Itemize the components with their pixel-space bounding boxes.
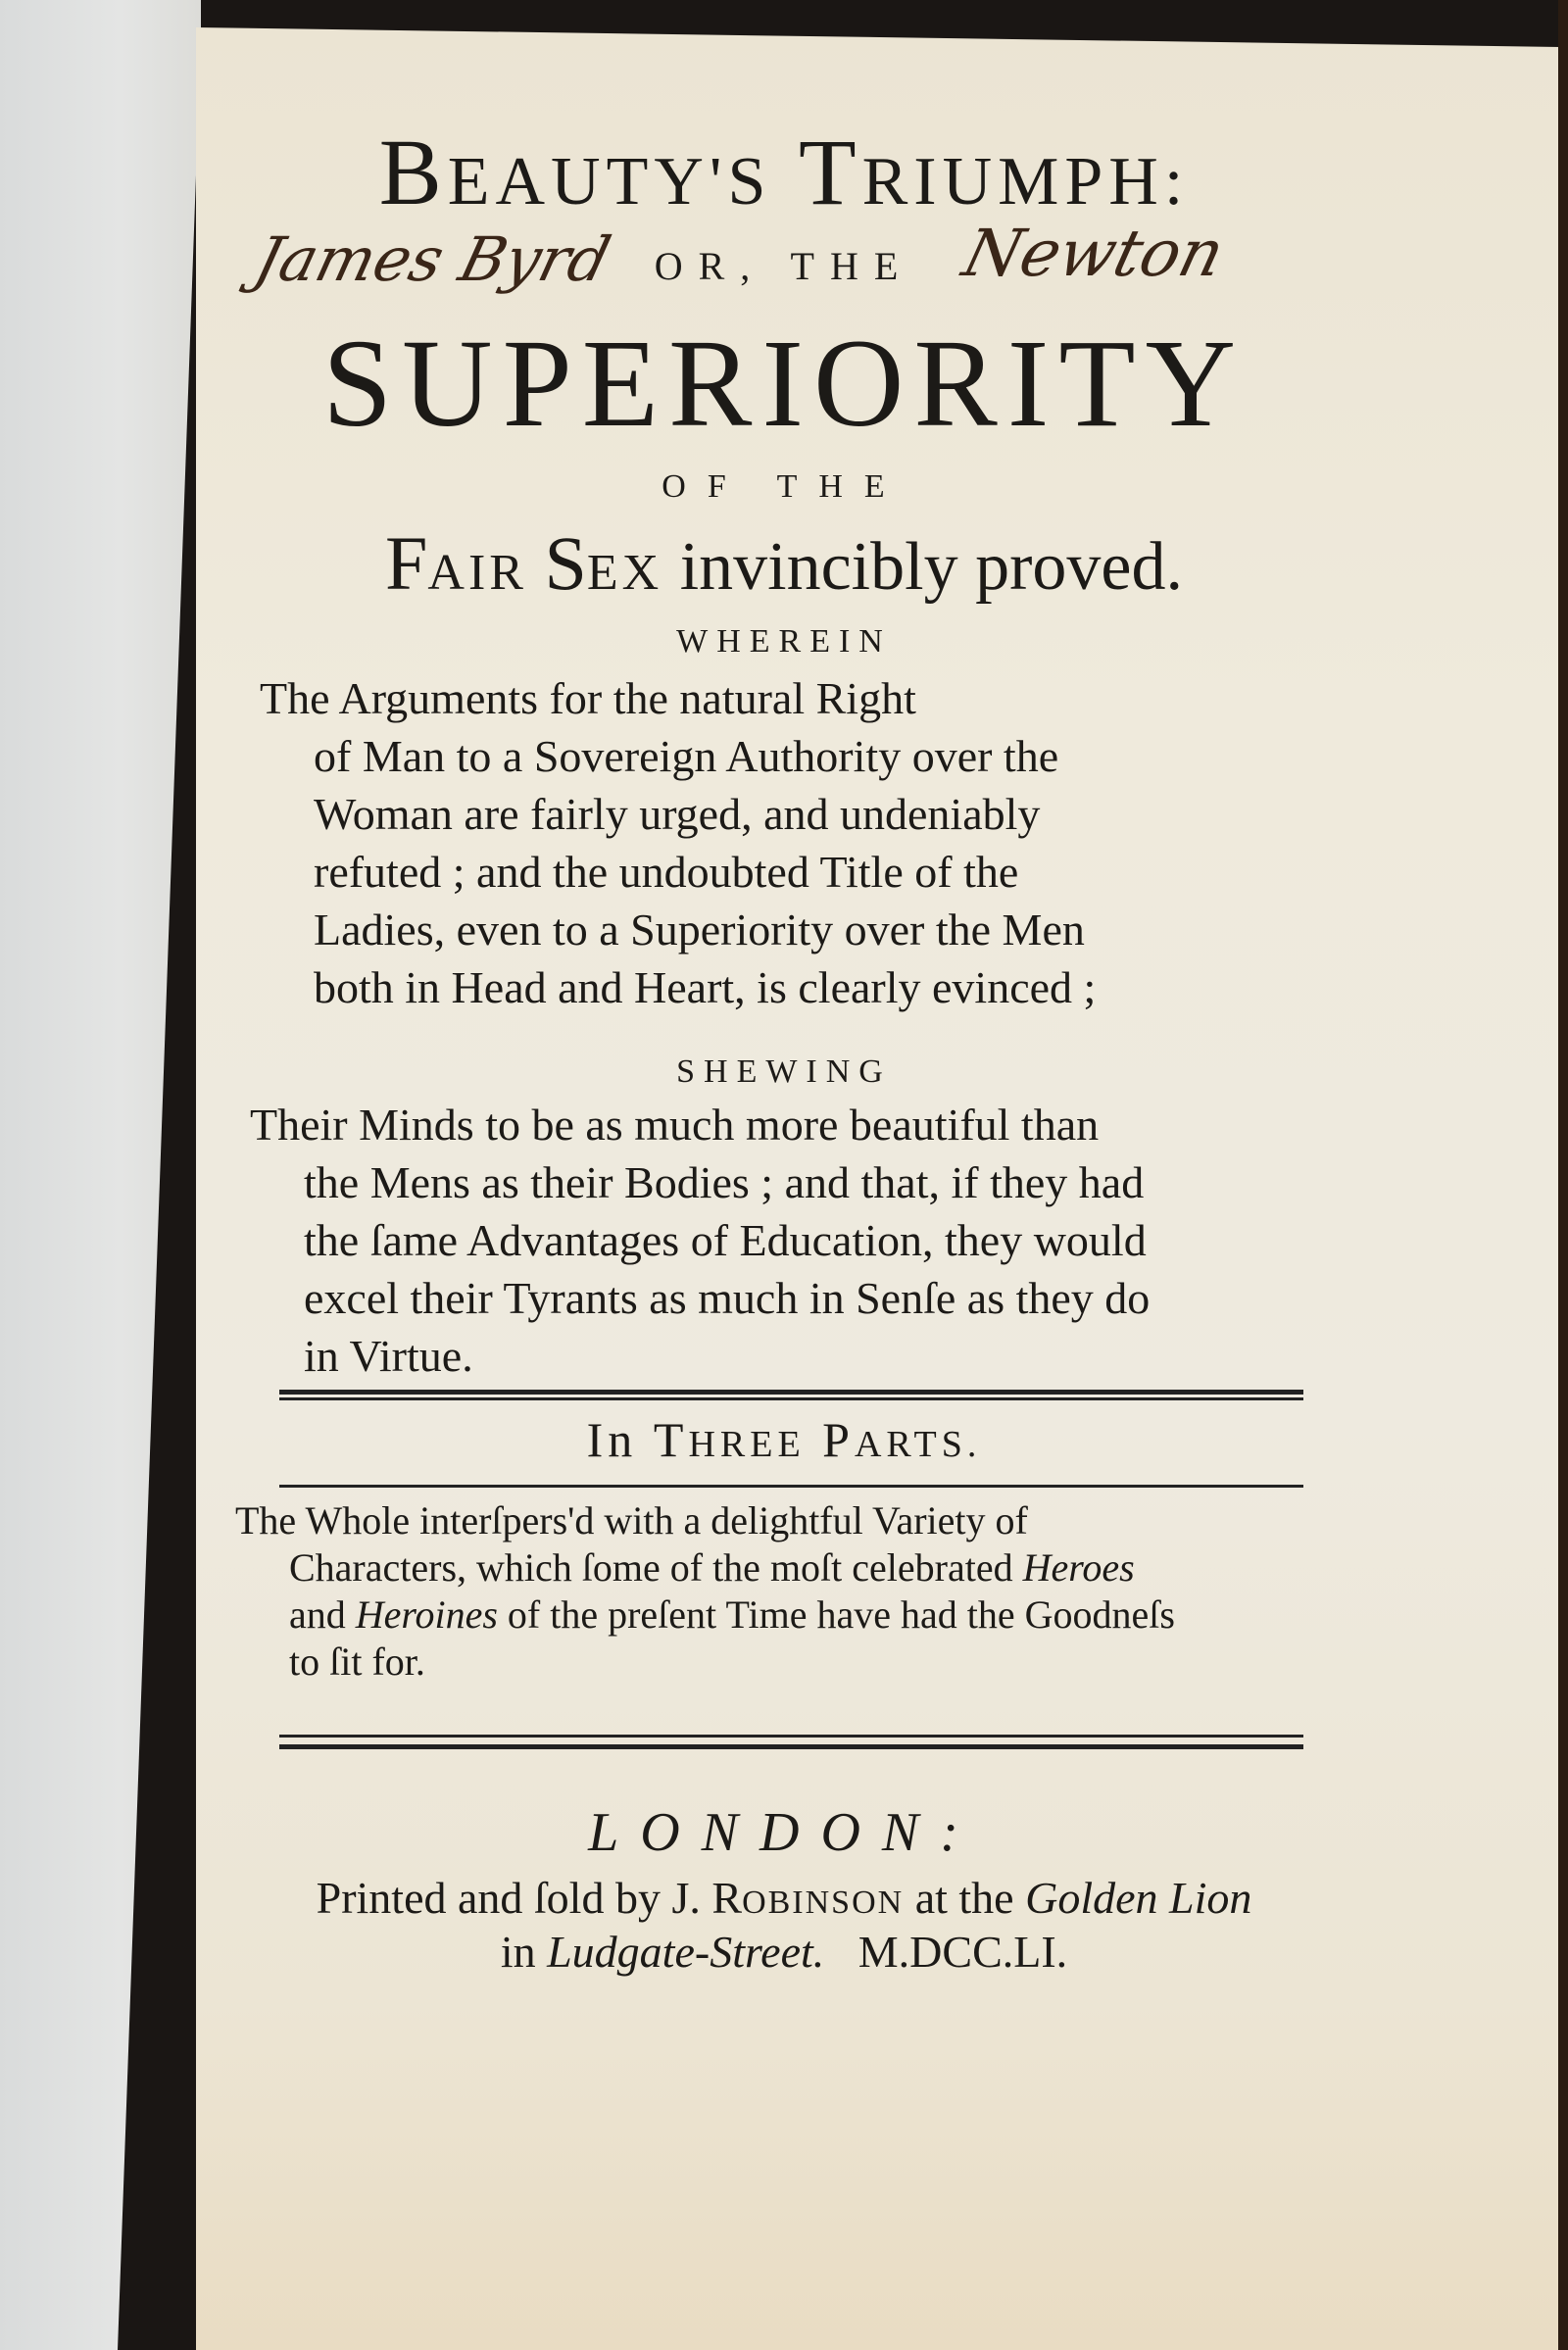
para-text: Characters, which ſome of the moſt celebrated: [289, 1545, 1013, 1590]
handwritten-signature-right: Newton: [956, 216, 1232, 291]
subtitle-of-the: OF THE: [662, 468, 906, 505]
para-line: to ſit for.: [289, 1640, 425, 1684]
para-line: in Virtue.: [304, 1331, 473, 1381]
imprint-city: LONDON:: [588, 1802, 980, 1863]
para-line: The Arguments for the natural Right: [260, 673, 916, 723]
imprint-text: at the: [914, 1873, 1014, 1923]
title-cap-b: B: [378, 120, 448, 224]
horizontal-rule: [279, 1390, 1303, 1395]
horizontal-rule: [279, 1397, 1303, 1400]
paragraph-shewing: [250, 1096, 1308, 1385]
imprint-line-2: [0, 1926, 1568, 1978]
fair-rest: AIR: [427, 545, 527, 601]
heading-shewing: SHEWING: [676, 1053, 892, 1090]
italic-golden-lion: Golden Lion: [1025, 1873, 1252, 1923]
title-fair-sex: [0, 519, 1568, 608]
italic-heroes: Heroes: [1022, 1545, 1135, 1590]
horizontal-rule: [279, 1485, 1303, 1488]
imprint-text: Printed and ſold by J.: [316, 1873, 701, 1923]
para-line: both in Head and Heart, is clearly evinced ;: [314, 962, 1097, 1012]
paragraph-whole: [235, 1497, 1308, 1686]
title-cap-t: T: [798, 120, 862, 224]
parts-three-rest: HREE: [688, 1424, 806, 1465]
para-line: Woman are fairly urged, and undeniably: [314, 789, 1041, 839]
para-line: refuted ; and the undoubted Title of the: [314, 847, 1019, 897]
subtitle-or-the: OR, THE: [654, 244, 914, 288]
invincibly-proved: invincibly proved.: [679, 529, 1183, 605]
title-beautys-triumph: [0, 118, 1568, 226]
title-rest-triumph: RIUMPH:: [861, 144, 1190, 220]
para-text: and: [289, 1592, 346, 1637]
printer-cap: R: [711, 1873, 743, 1923]
sex-cap: S: [544, 520, 587, 606]
paragraph-wherein: [260, 669, 1308, 1016]
printer-rest: OBINSON: [742, 1885, 905, 1921]
fair-cap: F: [385, 520, 428, 606]
imprint-line-1: [0, 1872, 1568, 1924]
parts-in: In: [586, 1412, 638, 1467]
para-line: Ladies, even to a Superiority over the Men: [314, 905, 1085, 955]
parts-three-cap: T: [653, 1412, 689, 1467]
para-line: Their Minds to be as much more beautiful than: [250, 1100, 1100, 1150]
para-line: excel their Tyrants as much in Senſe as they do: [304, 1273, 1151, 1323]
parts-parts-rest: ARTS.: [854, 1424, 982, 1465]
in-three-parts: [0, 1411, 1568, 1468]
italic-heroines: Heroines: [355, 1592, 498, 1637]
para-line: the ſame Advantages of Education, they would: [304, 1215, 1147, 1265]
para-text: of the preſent Time have had the Goodneſs: [507, 1592, 1175, 1637]
horizontal-rule: [279, 1744, 1303, 1749]
sex-rest: EX: [586, 545, 663, 601]
heading-wherein: WHEREIN: [676, 623, 892, 660]
imprint-text: in: [500, 1927, 536, 1977]
horizontal-rule: [279, 1735, 1303, 1738]
handwritten-signature-left: James Byrd: [247, 223, 617, 295]
para-line: the Mens as their Bodies ; and that, if they had: [304, 1157, 1145, 1207]
imprint-date: M.DCC.LI.: [858, 1927, 1068, 1977]
title-rest-beautys: EAUTY'S: [447, 144, 772, 220]
parts-parts-cap: P: [822, 1412, 855, 1467]
title-superiority: SUPERIORITY: [321, 314, 1247, 453]
para-line: The Whole interſpers'd with a delightful Variety of: [235, 1498, 1028, 1542]
italic-ludgate-street: Ludgate-Street.: [547, 1927, 825, 1977]
para-line: of Man to a Sovereign Authority over the: [314, 731, 1059, 781]
